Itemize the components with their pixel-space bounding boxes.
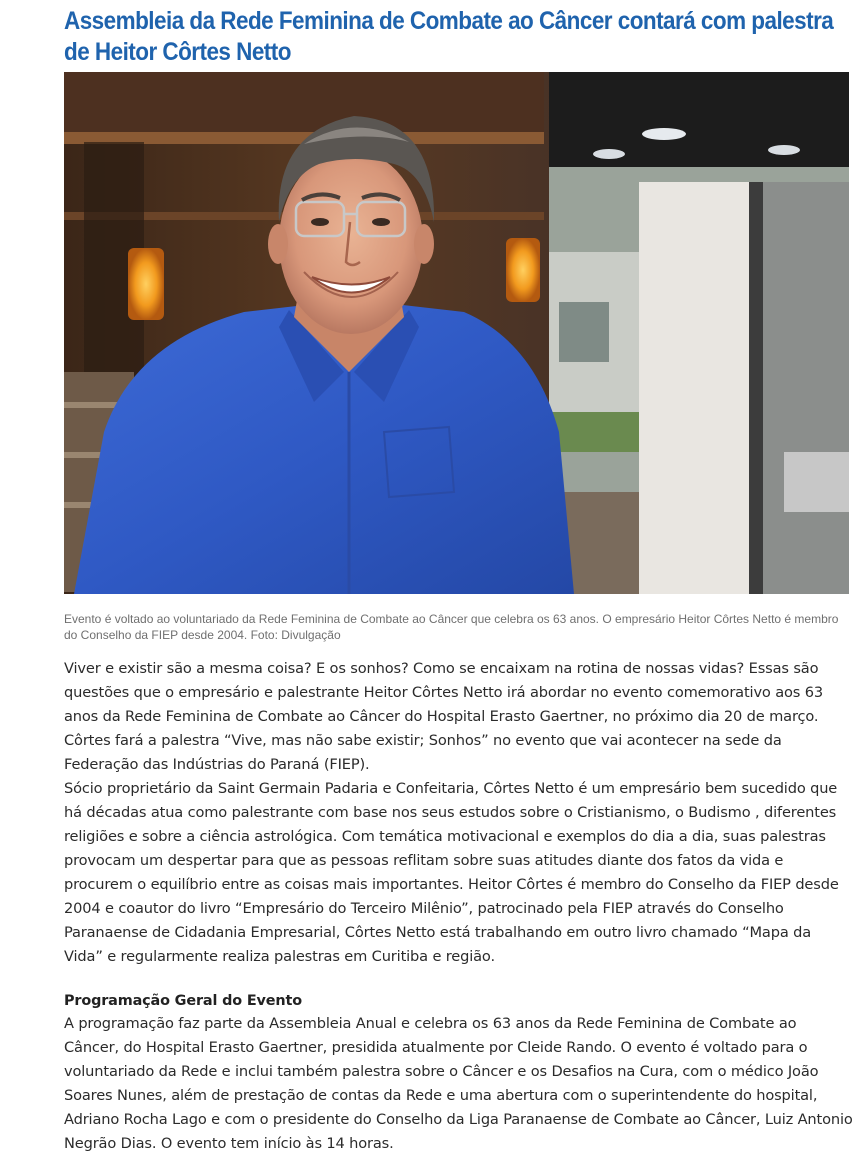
section-heading: Programação Geral do Evento bbox=[64, 993, 302, 1009]
article-paragraph-2: Sócio proprietário da Saint Germain Padaria e Confeitaria, Côrtes Netto é um empresário bem sucedido que há décadas atua como palestrante com base nos seus estudos sobre o Cristianismo, o Budismo , diferentes religiões e sobre a ciência astrológica. Com temática motivacional e exemplos do dia a dia, suas palestras provocam um despertar para que as pessoas reflitam sobre suas atitudes diante dos fatos da vida e procurem o equilíbrio entre as coisas mais importantes. Heitor Côrtes é membro do Conselho da FIEP desde 2004 e coautor do livro “Empresário do Terceiro Milênio”, patrocinado pela FIEP através do Conselho Paranaense de Cidadania Empresarial, Côrtes Netto está trabalhando em outro livro chamado “Mapa da Vida” e regularmente realiza palestras em Curitiba e região. bbox=[64, 780, 839, 965]
section-paragraph: A programação faz parte da Assembleia Anual e celebra os 63 anos da Rede Feminina de Combate ao Câncer, do Hospital Erasto Gaertner, presidida atualmente por Cleide Rando. O evento é voltado para o voluntariado da Rede e inclui também palestra sobre o Câncer e os Desafios na Cura, com o médico João Soares Nunes, além de prestação de contas da Rede e uma abertura com o superintendente do hospital, Adriano Rocha Lago e com o presidente do Conselho da Liga Paranaense de Combate ao Câncer, Luiz Antonio Negrão Dias. O evento tem início às 14 horas. bbox=[64, 1015, 853, 1152]
article-title: Assembleia da Rede Feminina de Combate ao Câncer contará com palestra de Heitor Côrtes Netto bbox=[64, 7, 834, 66]
article bbox=[64, 0, 853, 1152]
article-paragraph-1: Viver e existir são a mesma coisa? E os sonhos? Como se encaixam na rotina de nossas vidas? Essas são questões que o empresário e palestrante Heitor Côrtes Netto irá abordar no evento comemorativo aos 63 anos da Rede Feminina de Combate ao Câncer do Hospital Erasto Gaertner, no próximo dia 20 de março. Côrtes fará a palestra “Vive, mas não sabe existir; Sonhos” no evento que vai acontecer na sede da Federação das Indústrias do Paraná (FIEP). bbox=[64, 660, 823, 773]
article-body bbox=[64, 657, 854, 1156]
photo-caption: Evento é voltado ao voluntariado da Rede Feminina de Combate ao Câncer que celebra os 63 anos. O empresário Heitor Côrtes Netto é membro do Conselho da FIEP desde 2004. Foto: Divulgação bbox=[64, 612, 839, 642]
article-photo bbox=[64, 72, 849, 594]
